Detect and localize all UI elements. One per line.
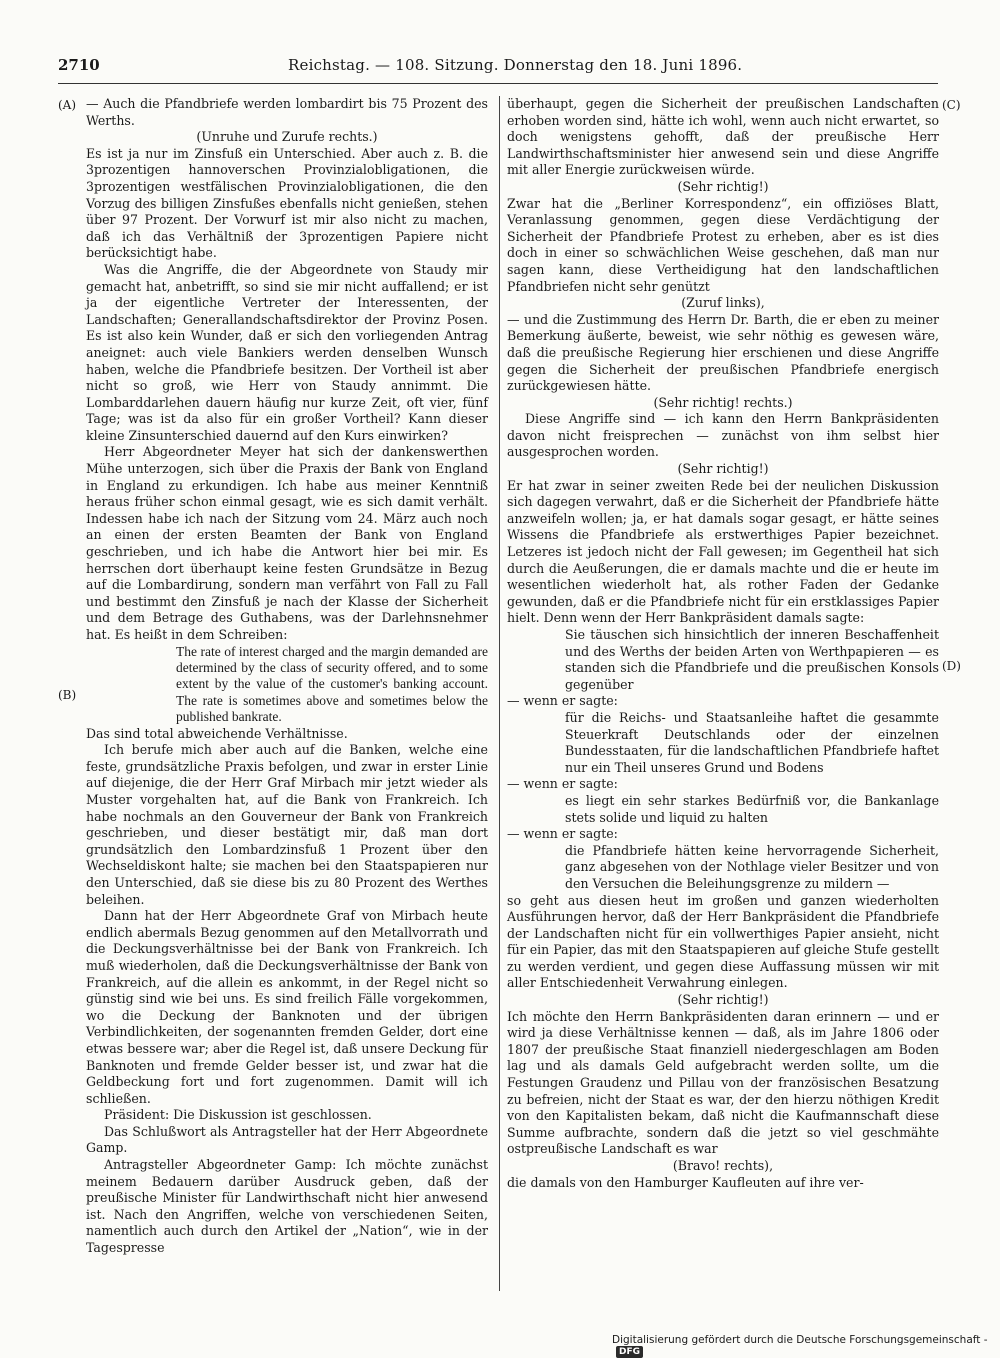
margin-mark-c: (C) xyxy=(942,98,961,112)
footer-text: Digitalisierung gefördert durch die Deutsche Forschungsgemeinschaft - xyxy=(612,1334,988,1346)
column-divider xyxy=(499,96,500,1291)
right-column-paragraph: (Sehr richtig!) xyxy=(677,461,769,477)
right-column-paragraph: (Zuruf links), xyxy=(681,295,765,311)
right-column-paragraph: — und die Zustimmung des Herrn Dr. Barth, die er eben zu meiner Bemerkung äußerte, beweist, wie sehr nöthig es gewesen wäre, daß die preußische Regierung hier erschienen und diese Angriffe gegen die Sicherheit der preußischen Pfandbriefe energisch zurückgewiesen hätte. xyxy=(507,311,939,394)
right-column-paragraph: (Bravo! rechts), xyxy=(672,1158,774,1173)
right-column-paragraph: so geht aus diesen heut im großen und ganzen wiederholten Ausführungen hervor, daß der Herr Bankpräsident die Pfandbriefe der Landschaften nicht für ein vollwerthiges Papier ansieht, nicht für ein Papier, das mit den Staatspapieren auf gleiche Stufe gestellt zu werden verdient, und gegen diese Auffassung müssen wir mit aller Entschiedenheit Verwahrung einlegen. xyxy=(507,892,940,991)
right-column-paragraph: (Sehr richtig!) xyxy=(677,178,769,194)
margin-mark-d: (D) xyxy=(942,659,961,673)
running-title: Reichstag. — 108. Sitzung. Donnerstag den 18. Juni 1896. xyxy=(288,56,743,74)
left-column-paragraph: Herr Abgeordneter Meyer hat sich der dankenswerthen Mühe unterzogen, sich über die Praxis der Bank von England in England zu erkundigen. Ich habe aus meiner Kenntniß heraus früher schon einmal gesagt, wie es sich damit verhält. Indessen habe ich nach der Sitzung vom 24. März auch noch an einen der ersten Beamten der Bank von England geschrieben, und ich habe die Antwort hier bei mir. Es herrschen dort überhaupt keine festen Grundsätze in Bezug auf die Lombardirung, sondern man verfährt von Fall zu Fall und bestimmt den Zinsfuß je nach der Klasse der Sicherheit und dem Betrage des Guthabens, was der Darlehnsnehmer hat. Es heißt in dem Schreiben: xyxy=(86,444,488,642)
dfg-logo-icon: DFG xyxy=(616,1346,643,1358)
page-footer xyxy=(612,1334,992,1357)
right-column-paragraph: Diese Angriffe sind — ich kann den Herrn Bankpräsidenten davon nicht freisprechen — zunächst von ihm selbst hier ausgesprochen worden. xyxy=(507,411,939,460)
right-column-paragraph: Er hat zwar in seiner zweiten Rede bei der neulichen Diskussion sich dagegen verwahrt, daß er die Sicherheit der Pfandbriefe hätte anzweifeln wollen; ja, er hat damals sogar gesagt, er hätte seines Wissens die Pfandbriefe als erstwerthiges Papier bezeichnet. Letzeres ist jedoch nicht der Fall gewesen; im Gegentheil hat sich durch die Aeußerungen, die er damals machte und die er heute im wesentlichen wiederholt hat, als rother Faden der Gedanke gewunden, daß er die Pfandbriefe nicht für ein erstklassiges Papier hielt. Denn wenn der Herr Bankpräsident damals sagte: xyxy=(507,477,939,626)
right-column-paragraph: (Sehr richtig! rechts.) xyxy=(653,394,793,410)
right-column-paragraph: für die Reichs- und Staatsanleihe haftet die gesammte Steuerkraft Deutschlands oder der einzelnen Bundesstaaten, für die landschaftlichen Pfandbriefe haftet nur ein Theil unseres Grund und Bodens xyxy=(565,709,939,775)
right-column-paragraph: — wenn er sagte: xyxy=(507,693,618,709)
left-column-paragraph: Dann hat der Herr Abgeordnete Graf von Mirbach heute endlich abermals Bezug genommen auf den Metallvorrath und die Deckungsverhältnisse bei der Bank von Frankreich. Ich muß wiederholen, daß die Deckungsverhältnisse der Bank von Frankreich, auf die allein es ankommt, in der Regel nicht so günstig sind wie bei uns. Es sind freilich Fälle vorgekommen, wo die Deckung der Banknoten und der übrigen Verbindlichkeiten, der sogenannten fremden Gelder, dort eine etwas bessere war; aber die Regel ist, daß unsere Deckung für Banknoten und fremde Gelder besser ist, und zwar hat die Geldbeckung fort und fort zugenommen. Damit will ich schließen. xyxy=(86,908,488,1106)
left-column-paragraph: Präsident: Die Diskussion ist geschlossen. xyxy=(104,1107,372,1123)
left-column-paragraph: Ich berufe mich aber auch auf die Banken, welche eine feste, grundsätzliche Praxis befolgen, und zwar in erster Linie auf diejenige, die der Herr Graf Mirbach mir jetzt wieder als Muster vorgehalten hat, auf die Bank von Frankreich. Ich habe nochmals an den Gouverneur der Bank von Frankreich geschrieben, und dieser bestätigt mir, daß man dort grundsätzlich den Lombardzinsfuß 1 Prozent über den Wechseldiskont halte; sie machen bei den Staatspapieren nur den Unterschied, daß sie diese bis zu 80 Prozent des Werthes beleihen. xyxy=(86,742,488,907)
left-column xyxy=(86,96,488,1257)
left-column-paragraph: Das sind total abweichende Verhältnisse. xyxy=(86,725,348,741)
right-column-paragraph: die Pfandbriefe hätten keine hervorragende Sicherheit, ganz abgesehen von der Nothlage vieler Besitzer und von den Versuchen die Beleihungsgrenze zu mildern — xyxy=(565,842,939,891)
right-column-paragraph: (Sehr richtig!) xyxy=(677,992,769,1008)
right-column-paragraph: — wenn er sagte: xyxy=(507,776,618,792)
right-column xyxy=(507,96,939,1191)
right-column-paragraph: — wenn er sagte: xyxy=(507,826,618,842)
margin-mark-b: (B) xyxy=(58,688,77,702)
right-column-paragraph: die damals von den Hamburger Kaufleuten auf ihre ver- xyxy=(507,1174,864,1190)
right-column-paragraph: es liegt ein sehr starkes Bedürfniß vor, die Bankanlage stets solide und liquid zu halten xyxy=(565,792,939,825)
right-column-paragraph: überhaupt, gegen die Sicherheit der preußischen Landschaften erhoben worden sind, hätte ich wohl, wenn auch nicht erwartet, so doch wenigstens gehofft, daß der preußische Herr Landwirthschaftsminister hier anwesend sein und diese Angriffe mit aller Energie zurückweisen würde. xyxy=(507,96,939,178)
left-column-paragraph: Was die Angriffe, die der Abgeordnete von Staudy mir gemacht hat, anbetrifft, so sind sie mir nicht auffallend; er ist ja der eigentliche Vertreter der Interessenten, der Landschaften; Generallandschaftsdirektor der Provinz Posen. Es ist also kein Wunder, daß er sich den vorliegenden Antrag aneignet: auch viele Bankiers werden denselben Wunsch haben, welche die Pfandbriefe besitzen. Der Vortheil ist aber nicht so groß, wie Herr von Staudy annimmt. Die Lombarddarlehen dauern häufig nur kurze Zeit, oft vier, fünf Tage; was ist da also für ein großer Vortheil? Kann dieser kleine Zinsunterschied dauernd auf den Kurs einwirken? xyxy=(86,261,488,443)
left-column-paragraph: The rate of interest charged and the margin demanded are determined by the class of security offered, and to some extent by the value of the customer's banking account. The rate is sometimes above and sometimes below the published bankrate. xyxy=(176,643,488,725)
page-header xyxy=(58,56,938,78)
right-column-paragraph: Ich möchte den Herrn Bankpräsidenten daran erinnern — und er wird ja diese Verhältnisse kennen — daß, als im Jahre 1806 oder 1807 der preußische Staat finanziell niedergeschlagen am Boden lag und als damals Geld aufgebracht werden sollte, um die Festungen Graudenz und Pillau von der französischen Besatzung zu befreien, nicht der Staat es war, der den hierzu nöthigen Kredit von den Kapitalisten bekam, daß nicht die Kaufmannschaft diese Summe aufbrachte, sondern daß die jetzt so viel geschmähte ostpreußische Landschaft es war xyxy=(507,1008,939,1157)
left-column-paragraph: Antragsteller Abgeordneter Gamp: Ich möchte zunächst meinem Bedauern darüber Ausdruck geben, daß der preußische Minister für Landwirthschaft nicht hier anwesend ist. Nach den Angriffen, welche von verschiedenen Seiten, namentlich auch durch den Artikel der „Nation“, wie in der Tagespresse xyxy=(86,1157,488,1256)
left-column-paragraph: Das Schlußwort als Antragsteller hat der Herr Abgeordnete Gamp. xyxy=(86,1123,488,1156)
margin-mark-a: (A) xyxy=(58,98,77,112)
left-column-paragraph: — Auch die Pfandbriefe werden lombardirt bis 75 Prozent des Werths. xyxy=(86,96,488,128)
left-column-paragraph: (Unruhe und Zurufe rechts.) xyxy=(196,129,378,145)
left-column-paragraph: Es ist ja nur im Zinsfuß ein Unterschied. Aber auch z. B. die 3prozentigen hannoverschen Provinzialobligationen, die 3prozentigen westfälischen Provinzialobligationen, die den Vorzug des billigen Zinsfußes ebenfalls nicht genießen, stehen über 97 Prozent. Der Vorwurf ist mir also nicht zu machen, daß ich das Verhältniß der 3prozentigen Papiere nicht berücksichtigt habe. xyxy=(86,145,488,261)
right-column-paragraph: Zwar hat die „Berliner Korrespondenz“, ein offiziöses Blatt, Veranlassung genommen, gegen diese Verdächtigung der Sicherheit der Pfandbriefe Protest zu erheben, aber es ist dies doch in einer so schwächlichen Weise geschehen, daß man nur sagen kann, diese Vertheidigung hat den landschaftlichen Pfandbriefen nicht sehr genützt xyxy=(507,195,939,294)
header-rule xyxy=(58,83,938,84)
page-number: 2710 xyxy=(58,56,100,74)
right-column-paragraph: Sie täuschen sich hinsichtlich der inneren Beschaffenheit und des Werths der beiden Arten von Werthpapieren — es standen sich die Pfandbriefe und die preußischen Konsols gegenüber xyxy=(565,627,939,692)
